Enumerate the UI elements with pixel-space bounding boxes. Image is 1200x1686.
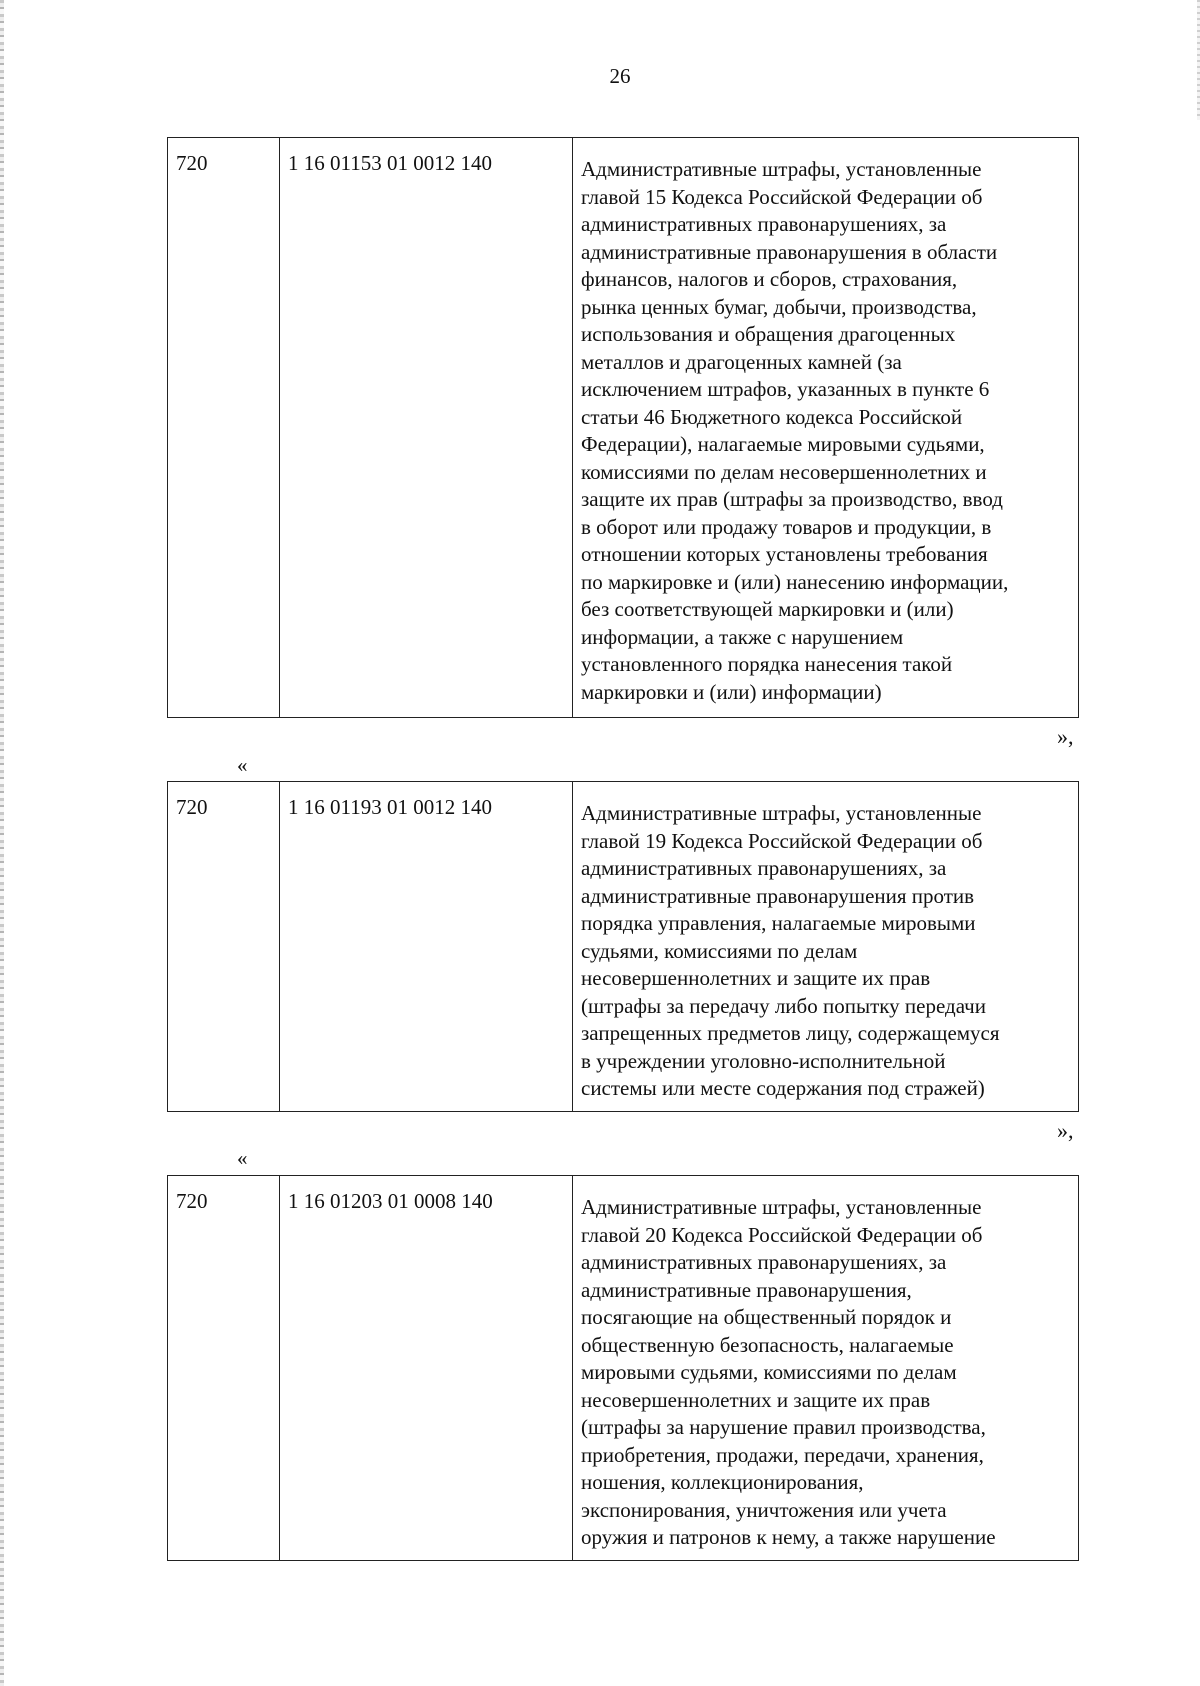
- name-line: административные правонарушения против: [581, 883, 975, 908]
- name-line: несовершеннолетних и защите их прав: [581, 1387, 931, 1412]
- name-line: административные правонарушения в области: [581, 239, 998, 264]
- scan-edge-left: [0, 0, 4, 1686]
- name-line: посягающие на общественный порядок и: [581, 1305, 952, 1329]
- name-line: финансов, налогов и сборов, страхования,: [581, 267, 958, 291]
- name-line: в учреждении уголовно-исполнительной: [581, 1048, 946, 1073]
- name-line: административные правонарушения,: [581, 1277, 912, 1302]
- name-line: экспонирования, уничтожения или учета: [581, 1497, 947, 1522]
- table-row: [168, 782, 1079, 1112]
- name-line: Административные штрафы, установленные: [581, 801, 982, 825]
- kbk-table-3: [167, 1175, 1079, 1561]
- name-line: ношения, коллекционирования,: [581, 1470, 864, 1494]
- name-line: главой 20 Кодекса Российской Федерации об: [581, 1222, 983, 1247]
- kbk-name-cell: [573, 782, 1079, 1112]
- name-line: главой 15 Кодекса Российской Федерации об: [581, 184, 983, 209]
- name-line: маркировки и (или) информации): [581, 679, 882, 704]
- name-line: Административные штрафы, установленные: [581, 157, 982, 181]
- name-line: Федерации), налагаемые мировыми судьями,: [581, 432, 985, 456]
- name-line: мировыми судьями, комиссиями по делам: [581, 1360, 957, 1384]
- name-line: Административные штрафы, установленные: [581, 1195, 982, 1219]
- name-line: в оборот или продажу товаров и продукции, в: [581, 514, 992, 539]
- kbk-name-cell: [573, 1176, 1079, 1561]
- closing-quote-2: »,: [1057, 1118, 1074, 1143]
- kbk-code-cell: 1 16 01153 01 0012 140: [280, 138, 573, 718]
- name-line: административных правонарушениях, за: [581, 212, 947, 236]
- name-line: приобретения, продажи, передачи, хранения,: [581, 1442, 984, 1467]
- admin-code-cell: 720: [168, 138, 280, 718]
- name-line: запрещенных предметов лицу, содержащемуся: [581, 1021, 1000, 1045]
- name-line: общественную безопасность, налагаемые: [581, 1332, 954, 1357]
- name-line: без соответствующей маркировки и (или): [581, 597, 954, 621]
- name-line: (штрафы за нарушение правил производства,: [581, 1415, 986, 1439]
- name-line: административных правонарушениях, за: [581, 856, 947, 880]
- name-line: административных правонарушениях, за: [581, 1250, 947, 1274]
- name-line: комиссиями по делам несовершеннолетних и: [581, 459, 987, 484]
- name-line: главой 19 Кодекса Российской Федерации об: [581, 828, 983, 853]
- name-line: по маркировке и (или) нанесению информации,: [581, 569, 1009, 594]
- table-row: [168, 1176, 1079, 1561]
- opening-quote-2: «: [237, 753, 248, 777]
- name-line: отношении которых установлены требования: [581, 542, 988, 566]
- table-row: [168, 138, 1079, 718]
- opening-quote-3: «: [237, 1146, 248, 1170]
- name-line: металлов и драгоценных камней (за: [581, 349, 902, 374]
- kbk-name-cell: [573, 138, 1079, 718]
- kbk-code-cell: 1 16 01203 01 0008 140: [280, 1176, 573, 1561]
- name-line: судьями, комиссиями по делам: [581, 938, 858, 963]
- name-line: оружия и патронов к нему, а также нарушение: [581, 1525, 996, 1549]
- name-line: информации, а также с нарушением: [581, 624, 904, 649]
- name-line: (штрафы за передачу либо попытку передачи: [581, 993, 986, 1018]
- kbk-code-cell: 1 16 01193 01 0012 140: [280, 782, 573, 1112]
- kbk-table-1: [167, 137, 1079, 718]
- name-line: исключением штрафов, указанных в пункте 6: [581, 377, 990, 401]
- closing-quote-1: »,: [1057, 724, 1074, 749]
- name-line: рынка ценных бумаг, добычи, производства,: [581, 294, 977, 319]
- name-line: защите их прав (штрафы за производство, ввод: [581, 487, 1003, 511]
- name-line: статьи 46 Бюджетного кодекса Российской: [581, 404, 963, 429]
- admin-code-cell: 720: [168, 782, 280, 1112]
- name-line: несовершеннолетних и защите их прав: [581, 966, 931, 990]
- name-line: системы или месте содержания под стражей): [581, 1076, 985, 1100]
- admin-code-cell: 720: [168, 1176, 280, 1561]
- name-line: установленного порядка нанесения такой: [581, 652, 953, 676]
- kbk-table-2: [167, 781, 1079, 1112]
- name-line: использования и обращения драгоценных: [581, 322, 956, 346]
- page-number: 26: [609, 64, 631, 88]
- name-line: порядка управления, налагаемые мировыми: [581, 911, 976, 935]
